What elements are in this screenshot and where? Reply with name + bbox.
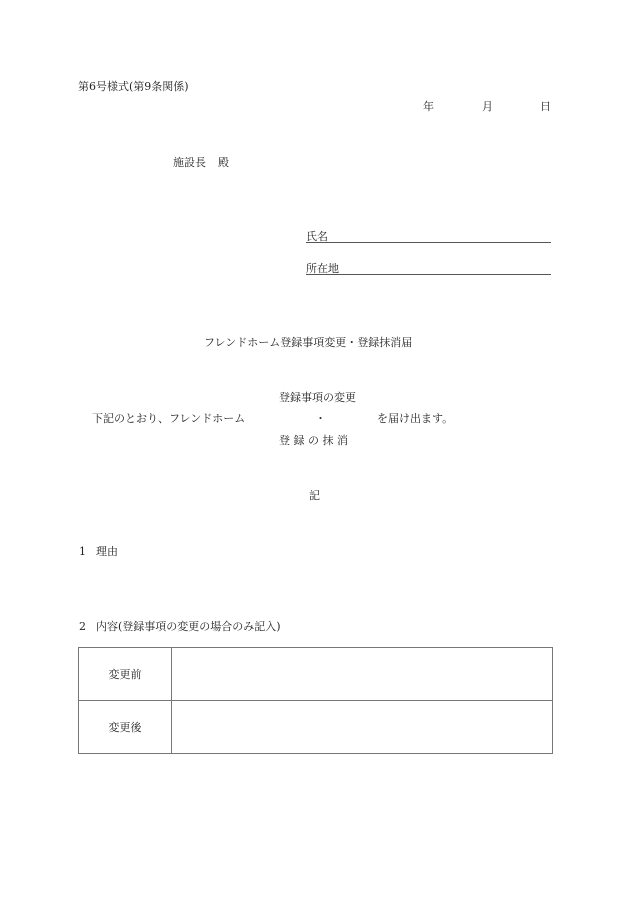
address-label: 所在地 [306,262,339,275]
change-table [78,647,553,754]
date-year-label: 年 [423,100,434,113]
date-day-label: 日 [540,100,551,113]
addressee-honorific: 殿 [218,156,229,169]
after-change-value[interactable] [172,701,553,754]
section-1-label: 理由 [96,545,118,558]
section-1-number: 1 [79,545,86,558]
section-2-label: 内容(登録事項の変更の場合のみ記入) [96,620,281,633]
addressee-title: 施設長 [173,156,206,169]
ki-heading: 記 [309,489,320,502]
table-row [79,701,553,754]
document-title: フレンドホーム登録事項変更・登録抹消届 [204,336,413,349]
table-row [79,648,553,701]
section-2-number: 2 [79,620,86,633]
name-label: 氏名 [306,230,328,243]
form-number: 第6号様式(第9条関係) [78,80,189,93]
before-change-label: 変更前 [79,648,172,701]
option-separator: ・ [315,412,326,425]
before-change-value[interactable] [172,648,553,701]
name-field-line[interactable] [306,242,551,243]
option-change: 登録事項の変更 [279,391,356,404]
body-prefix: 下記のとおり、フレンドホーム [92,412,246,425]
address-field-line[interactable] [306,274,551,275]
after-change-label: 変更後 [79,701,172,754]
option-cancel: 登 録 の 抹 消 [279,434,348,447]
body-suffix: を届け出ます。 [377,412,454,425]
date-month-label: 月 [482,100,493,113]
